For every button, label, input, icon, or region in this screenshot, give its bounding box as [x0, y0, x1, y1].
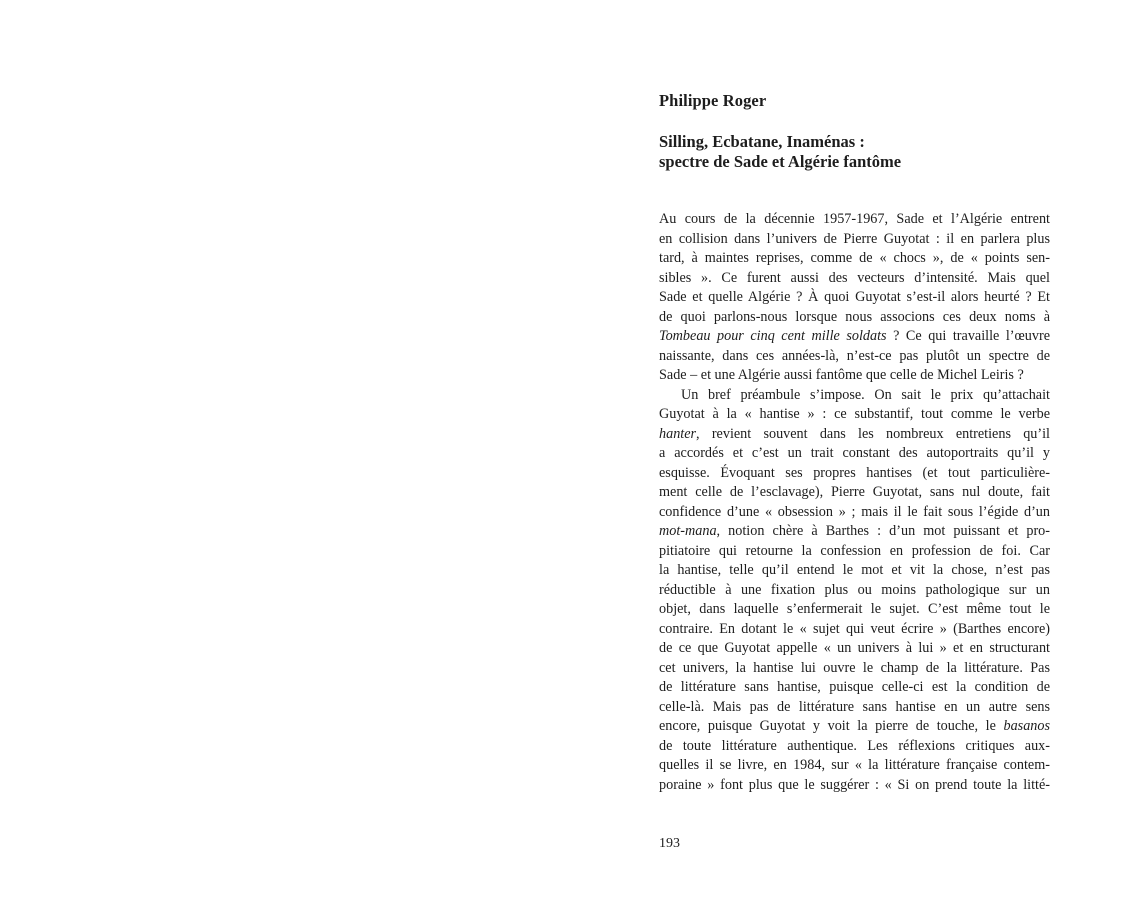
- text-line: esquisse. Évoquant ses propres hantises (et tout particulière-: [659, 464, 1050, 481]
- text-line: [659, 717, 1050, 737]
- text-line: confidence d’une « obsession » ; mais il le fait sous l’égide d’un: [659, 503, 1050, 520]
- text-line: contraire. En dotant le « sujet qui veut écrire » (Barthes encore): [659, 620, 1050, 637]
- text-line: celle-là. Mais pas de littérature sans hantise en un autre sens: [659, 698, 1050, 715]
- text-line: Sade et quelle Algérie ? À quoi Guyotat s’est-il alors heurté ? Et: [659, 289, 1050, 305]
- chapter-title-line-2: spectre de Sade et Algérie fantôme: [659, 152, 902, 171]
- chapter-title-line-1: Silling, Ecbatane, Inaménas :: [659, 132, 865, 151]
- text-line: [659, 327, 1050, 347]
- text-line: ment celle de l’esclavage), Pierre Guyotat, sans nul doute, fait: [659, 484, 1050, 500]
- text-line: cet univers, la hantise lui ouvre le champ de la littérature. Pas: [659, 659, 1050, 676]
- text-line: poraine » font plus que le suggérer : « Si on prend toute la litté-: [659, 776, 1050, 793]
- text-line: [659, 522, 1050, 542]
- text-line: Au cours de la décennie 1957-1967, Sade et l’Algérie entrent: [659, 211, 1050, 227]
- text-line: réductible à une fixation plus ou moins pathologique sur un: [659, 581, 1050, 598]
- text-line-paragraph-start: Un bref préambule s’impose. On sait le prix qu’attachait: [681, 386, 1050, 403]
- italic-term: hanter: [659, 425, 697, 442]
- text-line: Guyotat à la « hantise » : ce substantif, tout comme le verbe: [659, 406, 1050, 422]
- italic-term: mot-mana: [659, 523, 717, 539]
- text-line: [659, 425, 1050, 445]
- text-line: Sade – et une Algérie aussi fantôme que celle de Michel Leiris ?: [659, 367, 1024, 383]
- text-line: de toute littérature authentique. Les réflexions critiques aux-: [659, 737, 1050, 754]
- text-segment: , notion chère à Barthes : d’un mot puissant et pro-: [716, 523, 1050, 539]
- text-line: de quoi parlons-nous lorsque nous associons ces deux noms à: [659, 308, 1050, 325]
- text-segment: ? Ce qui travaille l’œuvre: [886, 328, 1050, 344]
- text-line: quelles il se livre, en 1984, sur « la littérature française contem-: [659, 757, 1050, 773]
- text-line: a accordés et c’est un trait constant des autoportraits qu’il y: [659, 445, 1050, 461]
- text-segment: encore, puisque Guyotat y voit la pierre de touche, le: [659, 718, 1004, 734]
- text-line: sibles ». Ce furent aussi des vecteurs d’intensité. Mais quel: [659, 269, 1050, 286]
- body-text: [659, 210, 1050, 795]
- text-line: naissante, dans ces années-là, n’est-ce pas plutôt un spectre de: [659, 347, 1050, 364]
- book-title-italic: Tombeau pour cinq cent mille soldats: [659, 328, 887, 344]
- text-line: objet, dans laquelle s’enfermerait le sujet. C’est même tout le: [659, 601, 1050, 617]
- text-line: la hantise, telle qu’il entend le mot et vit la chose, n’est pas: [659, 562, 1050, 578]
- text-segment: , revient souvent dans les nombreux entretiens qu’il: [696, 425, 1050, 442]
- author-name: Philippe Roger: [659, 91, 767, 110]
- page-number: 193: [659, 836, 680, 851]
- text-line: en collision dans l’univers de Pierre Guyotat : il en parlera plus: [659, 230, 1050, 247]
- book-page: [659, 0, 1050, 905]
- chapter-title: [659, 132, 901, 172]
- text-line: tard, à maintes reprises, comme de « chocs », de « points sen-: [659, 250, 1050, 266]
- text-line: de ce que Guyotat appelle « un univers à lui » et en structurant: [659, 640, 1050, 656]
- text-line: de littérature sans hantise, puisque celle-ci est la condition de: [659, 679, 1050, 695]
- text-line: pitiatoire qui retourne la confession en profession de foi. Car: [659, 542, 1050, 559]
- italic-term: basanos: [1003, 718, 1050, 734]
